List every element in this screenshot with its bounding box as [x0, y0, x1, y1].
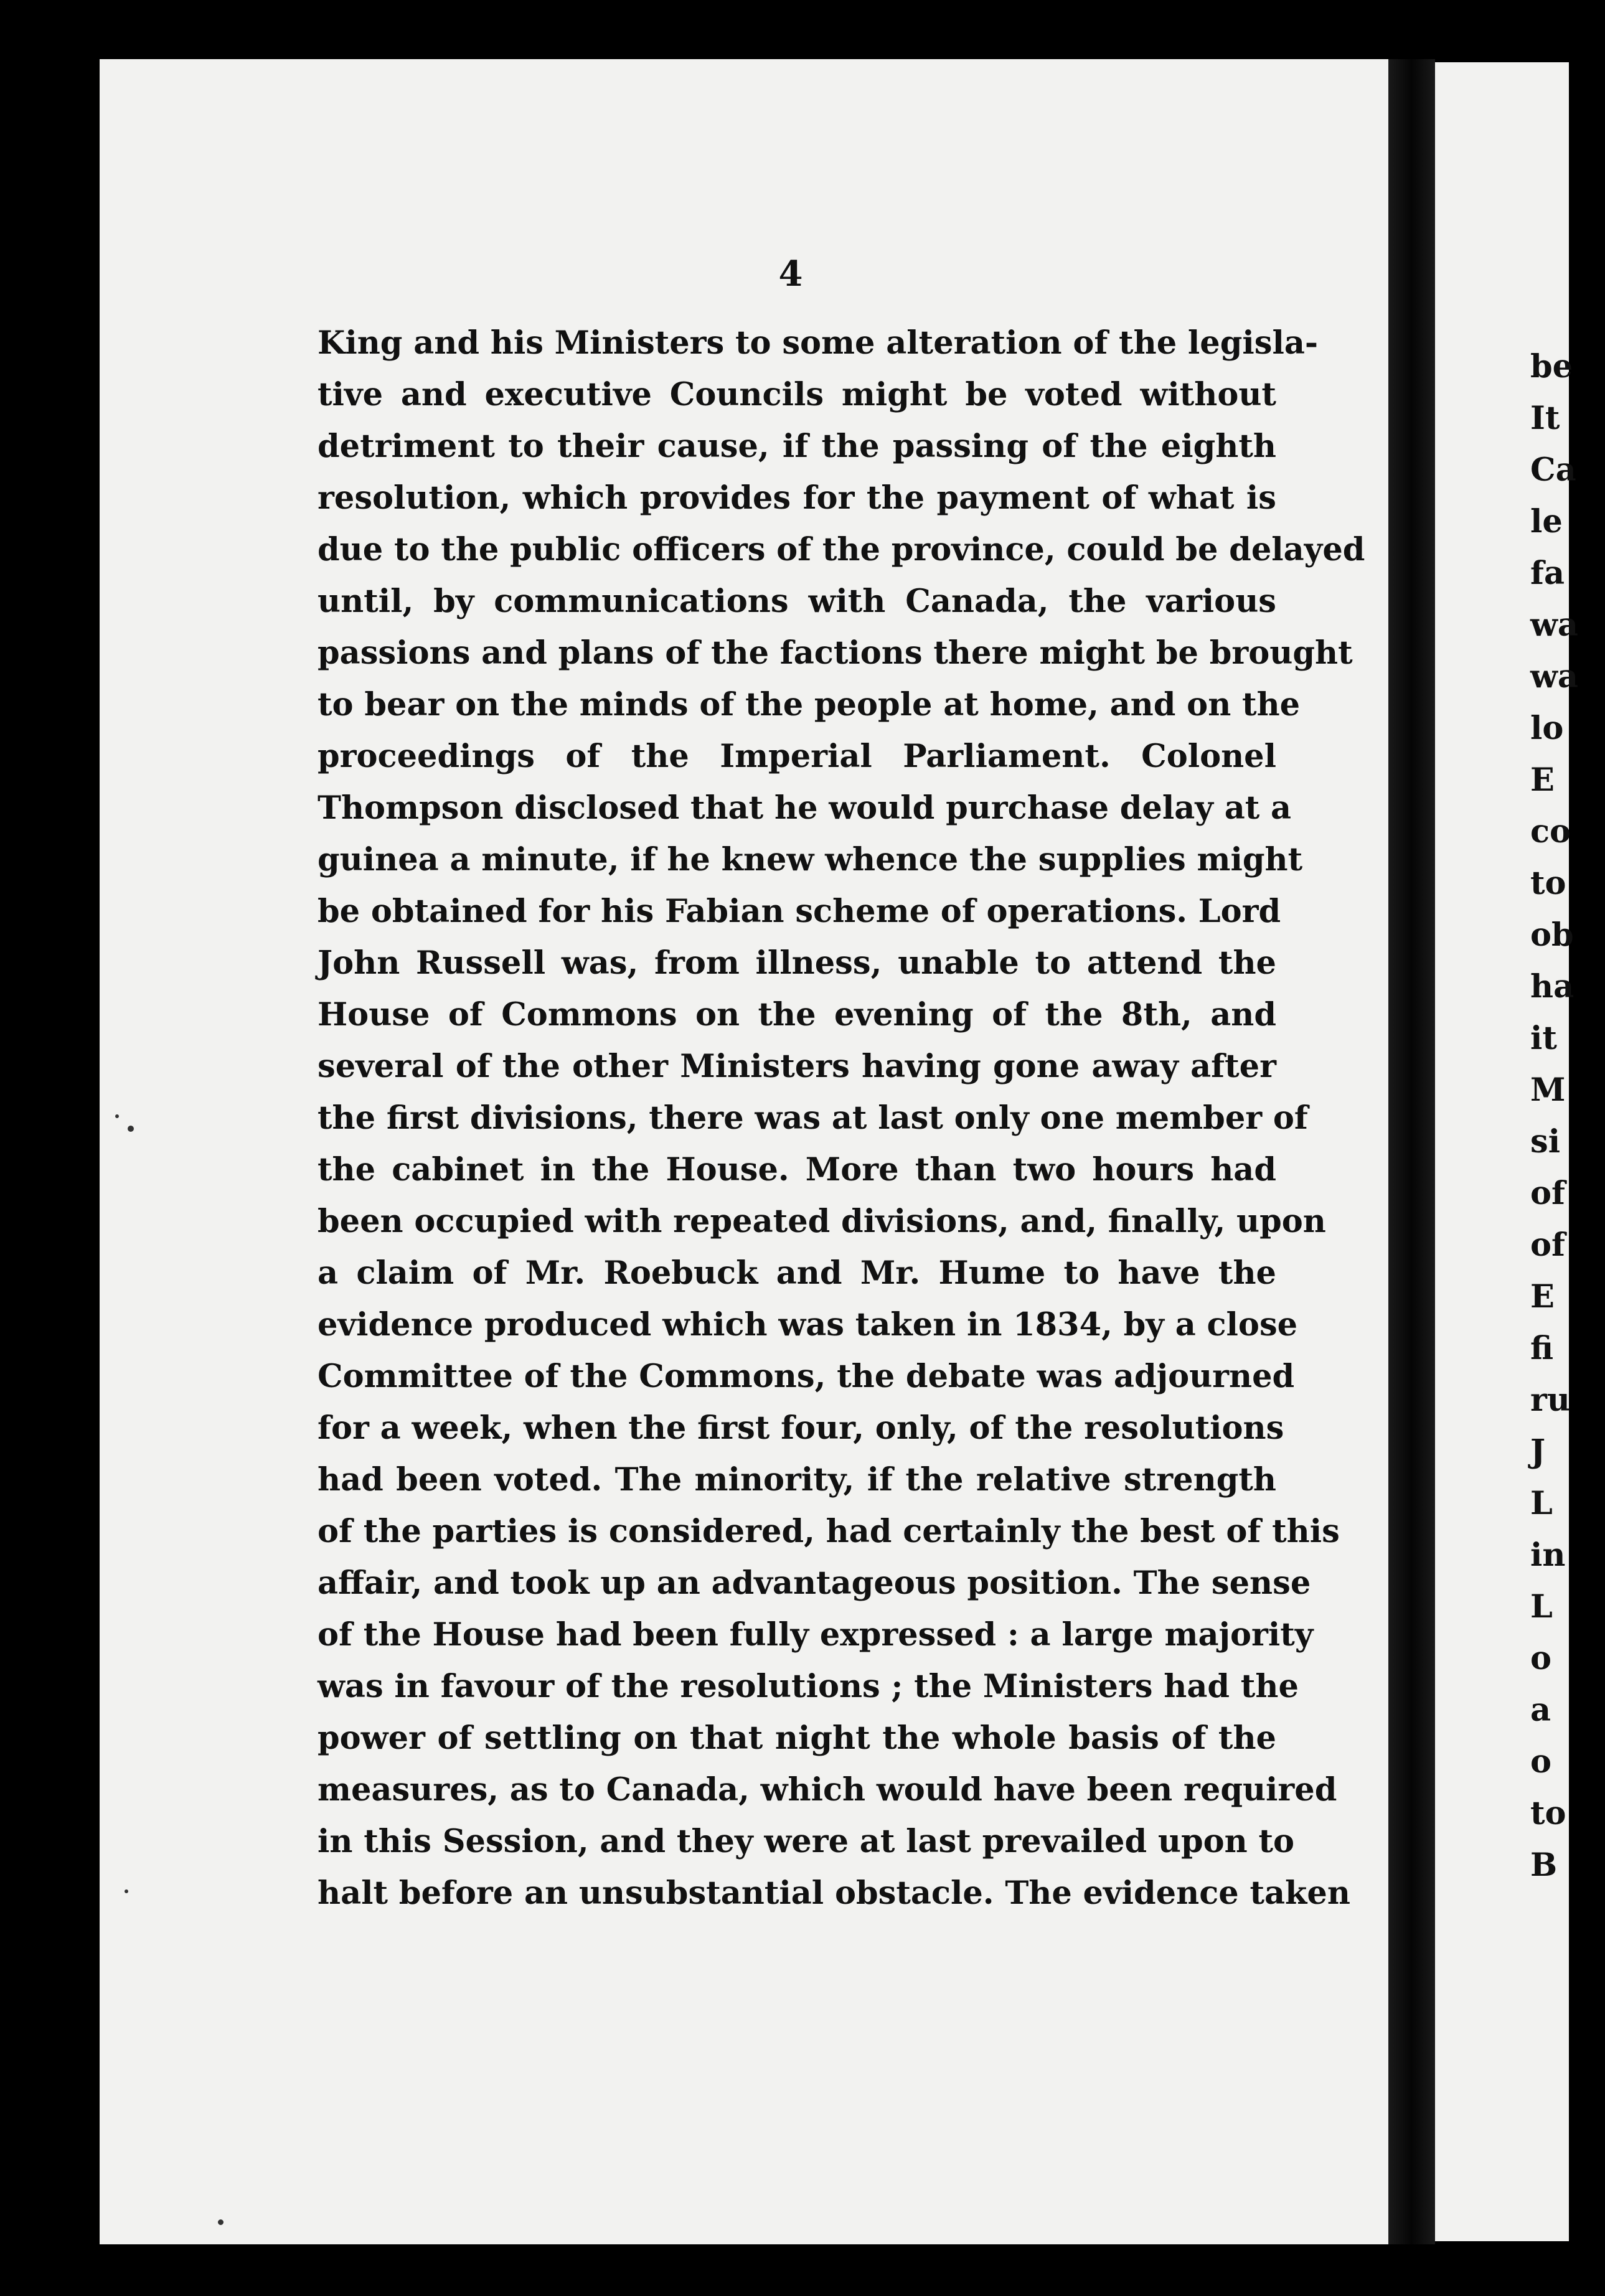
text-line: been occupied with repeated divisions, and, finally, upon [318, 1203, 1326, 1240]
text-line: the cabinet in the House. More than two hours had [318, 1151, 1276, 1188]
facing-page-fragment: lo [1530, 710, 1564, 747]
text-line: for a week, when the first four, only, of the resolutions [318, 1409, 1284, 1447]
text-line: passions and plans of the factions there might be brought [318, 634, 1353, 672]
facing-page-fragment: fi [1530, 1330, 1554, 1367]
text-line: detriment to their cause, if the passing of the eighth [318, 428, 1276, 465]
facing-page-fragment: J [1530, 1433, 1546, 1470]
facing-page-fragment: ru [1530, 1381, 1570, 1419]
text-line: be obtained for his Fabian scheme of operations. Lord [318, 893, 1281, 930]
text-line: measures, as to Canada, which would have been required [318, 1771, 1337, 1809]
paper-speck [128, 1126, 134, 1132]
facing-page-fragment: o [1530, 1743, 1552, 1781]
facing-page-fragment: si [1530, 1123, 1561, 1160]
text-line: Thompson disclosed that he would purchase delay at a [318, 789, 1292, 827]
facing-page-fragment: It [1530, 400, 1560, 437]
text-line: affair, and took up an advantageous position. The sense [318, 1564, 1311, 1602]
facing-page-fragment: to [1530, 865, 1566, 902]
text-line: tive and executive Councils might be voted without [318, 376, 1276, 413]
text-line: had been voted. The minority, if the relative strength [318, 1461, 1276, 1499]
facing-page-fragment: L [1530, 1485, 1553, 1522]
text-line: a claim of Mr. Roebuck and Mr. Hume to have the [318, 1254, 1276, 1292]
text-line: in this Session, and they were at last prevailed upon to [318, 1823, 1295, 1860]
text-line: of the House had been fully expressed : a large majority [318, 1616, 1314, 1654]
text-line: due to the public officers of the province, could be delayed [318, 531, 1365, 568]
text-line: power of settling on that night the whole basis of the [318, 1720, 1276, 1757]
facing-page-fragment: L [1530, 1588, 1553, 1626]
text-line: halt before an unsubstantial obstacle. The evidence taken [318, 1875, 1350, 1912]
body-text [318, 318, 1365, 1919]
paper-speck [125, 1889, 128, 1893]
facing-page-fragment: co [1530, 813, 1571, 850]
text-line: King and his Ministers to some alteration of the legisla- [318, 324, 1319, 362]
text-line: the first divisions, there was at last only one member of [318, 1099, 1308, 1137]
page-number: 4 [778, 253, 803, 294]
facing-page-fragment: wa [1530, 606, 1578, 644]
facing-page-fragment: to [1530, 1795, 1566, 1832]
text-line: proceedings of the Imperial Parliament. Colonel [318, 738, 1276, 775]
facing-page-fragment: E [1530, 1278, 1555, 1315]
text-line: evidence produced which was taken in 1834, by a close [318, 1306, 1298, 1343]
facing-page-fragment: E [1530, 761, 1555, 799]
paper-speck [115, 1114, 119, 1118]
facing-page-fragment: of [1530, 1175, 1565, 1212]
facing-page-fragment: wa [1530, 658, 1578, 695]
facing-page-fragment: M [1530, 1071, 1566, 1109]
facing-page-fragment: ob [1530, 916, 1574, 954]
facing-page-fragment: le [1530, 503, 1563, 540]
text-line: of the parties is considered, had certainly the best of this [318, 1513, 1340, 1550]
text-line: was in favour of the resolutions ; the Ministers had the [318, 1668, 1299, 1705]
facing-page-fragment: it [1530, 1020, 1557, 1057]
text-line: until, by communications with Canada, the various [318, 583, 1276, 620]
facing-page-fragment: ha [1530, 968, 1574, 1005]
facing-page-fragment: be [1530, 348, 1573, 385]
text-line: guinea a minute, if he knew whence the supplies might [318, 841, 1303, 878]
facing-page-fragment: Ca [1530, 451, 1576, 489]
facing-page-fragment: fa [1530, 555, 1565, 592]
text-line: House of Commons on the evening of the 8th, and [318, 996, 1276, 1033]
facing-page-fragment: o [1530, 1640, 1552, 1677]
facing-page-text-fragments [1530, 341, 1605, 1891]
facing-page-fragment: in [1530, 1536, 1566, 1574]
facing-page-fragment: B [1530, 1847, 1558, 1884]
text-line: several of the other Ministers having gone away after [318, 1048, 1276, 1085]
paper-speck [218, 2219, 224, 2225]
text-line: to bear on the minds of the people at home, and on the [318, 686, 1301, 723]
facing-page-fragment: a [1530, 1691, 1551, 1729]
book-gutter [1388, 59, 1435, 2244]
text-line: John Russell was, from illness, unable to attend the [318, 944, 1276, 982]
facing-page-fragment: of [1530, 1226, 1565, 1264]
text-line: Committee of the Commons, the debate was adjourned [318, 1358, 1295, 1395]
text-line: resolution, which provides for the payment of what is [318, 479, 1276, 517]
